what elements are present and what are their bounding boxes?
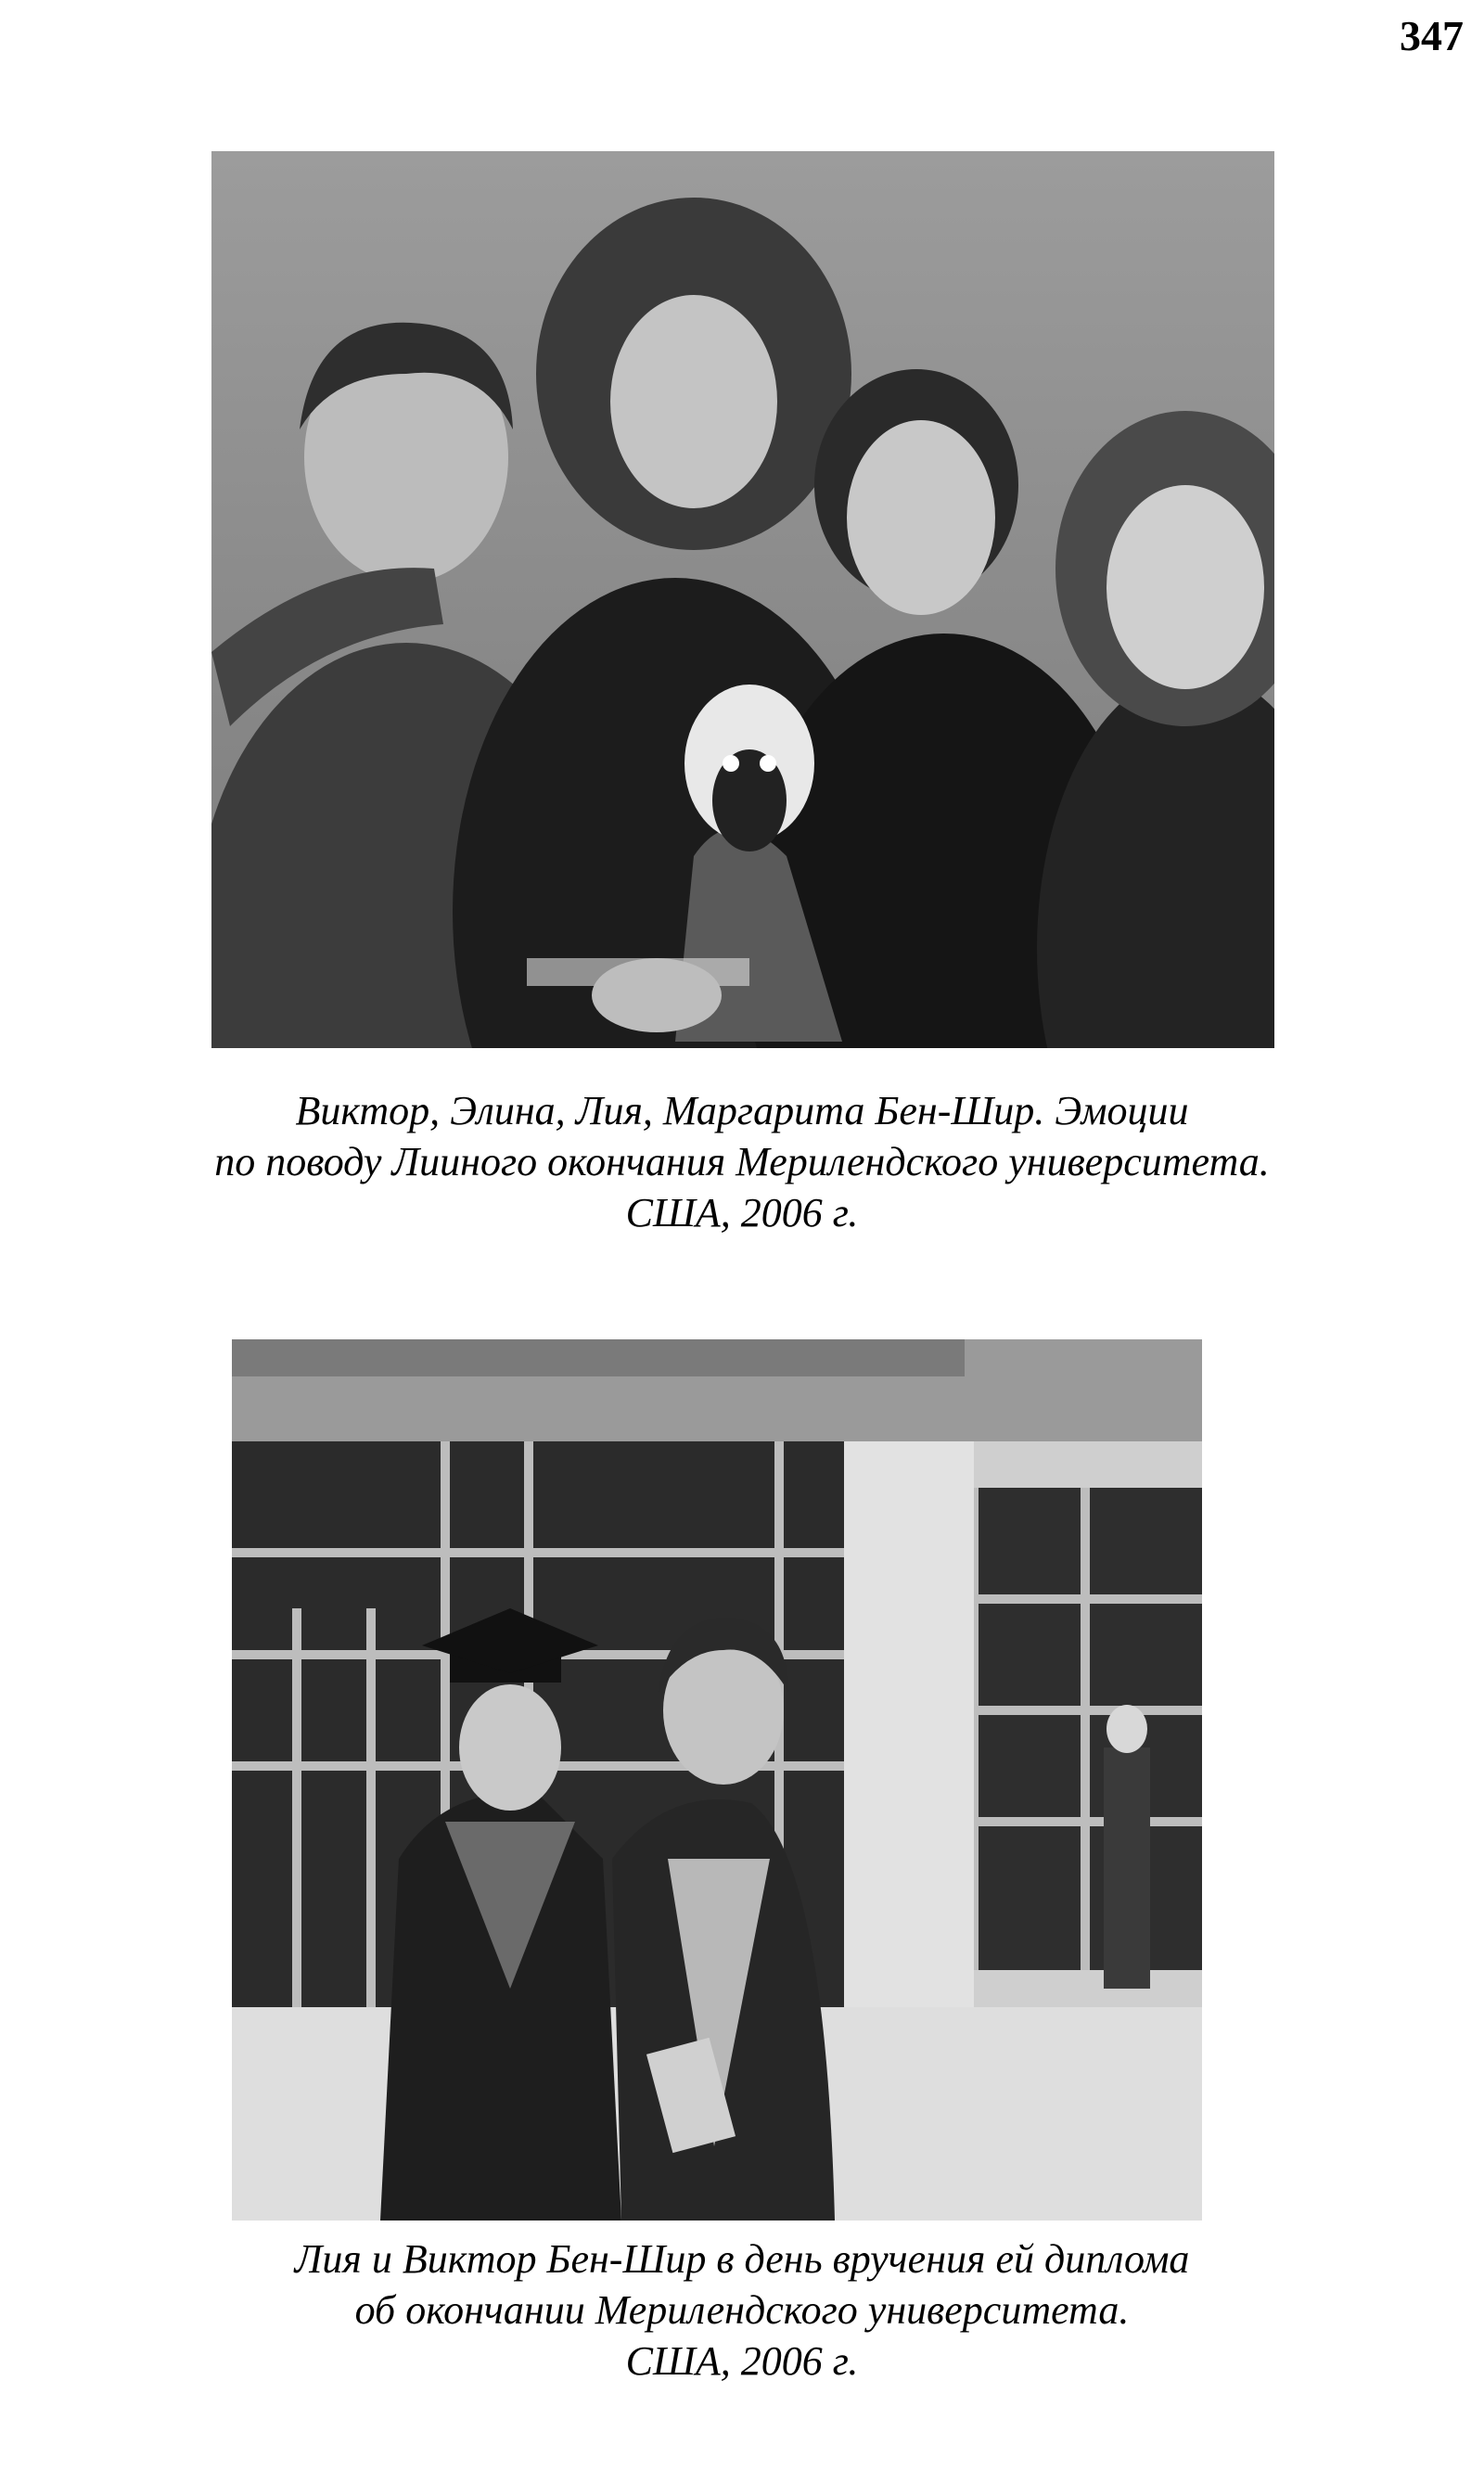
caption-line: Виктор, Элина, Лия, Маргарита Бен-Шир. Эмоции [295,1088,1189,1133]
photo-family-group [211,151,1274,1048]
photo-graduation [232,1339,1202,2221]
page-number: 347 [1400,12,1464,59]
caption-line: Лия и Виктор Бен-Шир в день вручения ей диплома [294,2236,1190,2282]
caption-line: США, 2006 г. [625,1190,859,1235]
caption-line: по поводу Лииного окончания Мерилендского университета. [214,1139,1270,1184]
caption-family-group [0,1085,1484,1238]
caption-line: США, 2006 г. [625,2338,859,2384]
photo-family-group-image [211,151,1274,1048]
caption-line: об окончании Мерилендского университета. [354,2287,1130,2333]
caption-graduation [0,2233,1484,2387]
photo-graduation-image [232,1339,1202,2221]
